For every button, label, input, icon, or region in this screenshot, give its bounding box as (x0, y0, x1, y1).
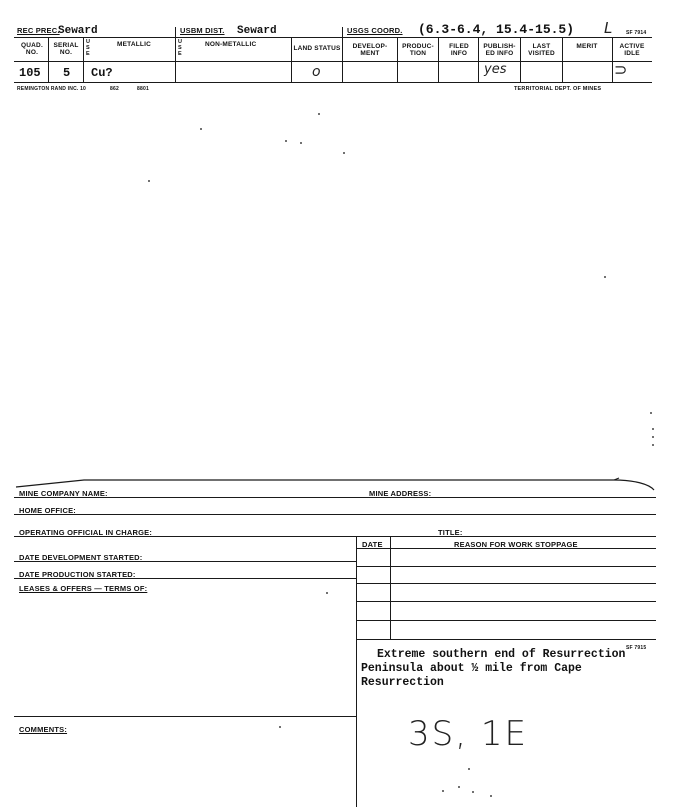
speck (148, 180, 150, 182)
usgs-coord-value: (6.3-6.4, 15.4-15.5) (418, 22, 575, 37)
col-metallic: METALLIC (117, 41, 151, 48)
col-merit: MERIT (576, 43, 598, 50)
usbm-dist-label: USBM DIST. (180, 26, 225, 35)
row-land-status: o (312, 64, 321, 80)
speck (490, 795, 492, 797)
speck (279, 726, 281, 728)
mine-address-label: MINE ADDRESS: (369, 489, 432, 498)
code-1: 862 (110, 86, 119, 92)
date-header: DATE (362, 540, 383, 549)
col-use-2: U S E (178, 39, 183, 57)
row-quad: 105 (19, 66, 41, 80)
divider-active (612, 37, 613, 82)
divider-usgs (342, 27, 343, 82)
rule-home (14, 514, 656, 515)
township-range-handwritten: 3S, 1E (408, 714, 528, 754)
rule-row-5 (356, 639, 656, 640)
speck (472, 791, 474, 793)
row-metallic: Cu? (91, 66, 113, 80)
form-number-bottom: SF 7915 (626, 645, 647, 651)
code-2: 8801 (137, 86, 149, 92)
reason-header: REASON FOR WORK STOPPAGE (454, 540, 578, 549)
speck (326, 592, 328, 594)
rule-company (14, 497, 656, 498)
divider-filed (438, 37, 439, 82)
usbm-dist-value: Seward (237, 25, 277, 37)
rule-row-2 (356, 583, 656, 584)
comments-label: COMMENTS: (19, 725, 68, 734)
rule-row-1 (356, 566, 656, 567)
top-edge-curve (14, 470, 658, 500)
date-prod-label: DATE PRODUCTION STARTED: (19, 570, 136, 579)
speck (652, 444, 654, 446)
col-use-1: U S E (86, 39, 91, 57)
speck (652, 428, 654, 430)
col-production: PRODUC-TION (402, 43, 434, 57)
col-filed-info: FILED INFO (449, 43, 469, 57)
rec-prec-label: REC PREC. (17, 26, 60, 35)
center-divider (356, 536, 357, 807)
speck (458, 786, 460, 788)
rec-prec-value: Seward (58, 25, 98, 37)
divider-usbm (175, 27, 176, 82)
row-active-mark: ⊃ (614, 60, 628, 79)
col-development: DEVELOP-MENT (352, 43, 388, 57)
col-active-idle: ACTIVE IDLE (619, 43, 645, 57)
row-published: yes (484, 62, 507, 77)
divider-merit (562, 37, 563, 82)
speck (652, 436, 654, 438)
speck (285, 140, 287, 142)
sheet-mark: L (604, 19, 613, 37)
date-dev-label: DATE DEVELOPMENT STARTED: (19, 553, 143, 562)
col-serial: SERIAL NO. (53, 42, 79, 56)
speck (604, 276, 606, 278)
location-description: Extreme southern end of Resurrection Peninsula about ½ mile from Cape Resurrection (361, 648, 626, 689)
rule-comments (14, 716, 356, 717)
divider-use1 (83, 37, 84, 82)
mine-company-label: MINE COMPANY NAME: (19, 489, 108, 498)
leases-label: LEASES & OFFERS — TERMS OF: (19, 584, 148, 593)
title-label: TITLE: (438, 528, 463, 537)
speck (200, 128, 202, 130)
operating-official-label: OPERATING OFFICIAL IN CHARGE: (19, 528, 153, 537)
speck (318, 113, 320, 115)
speck (650, 412, 652, 414)
row-serial: 5 (63, 66, 71, 80)
rule-row-3 (356, 601, 656, 602)
printer-text: REMINGTON RAND INC. 10 (17, 86, 87, 92)
col-published-info: PUBLISH-ED INFO (483, 43, 516, 57)
divider-last (520, 37, 521, 82)
col-last-visited: LAST VISITED (528, 43, 555, 57)
header-rule (14, 37, 652, 38)
form-number-top: SF 7914 (626, 30, 647, 36)
territorial-text: TERRITORIAL DEPT. OF MINES (514, 86, 602, 92)
divider-land (291, 37, 292, 82)
speck (442, 790, 444, 792)
col-land-status: LAND STATUS (293, 45, 341, 52)
speck (468, 768, 470, 770)
col-quad: QUAD. NO. (21, 42, 43, 56)
rule-row-4 (356, 620, 656, 621)
column-header-rule (14, 61, 652, 62)
col-non-metallic: NON-METALLIC (205, 41, 257, 48)
speck (300, 142, 302, 144)
date-col-divider (390, 536, 391, 639)
speck (343, 152, 345, 154)
row-bottom-rule (14, 82, 652, 83)
usgs-coord-label: USGS COORD. (347, 26, 403, 35)
home-office-label: HOME OFFICE: (19, 506, 76, 515)
